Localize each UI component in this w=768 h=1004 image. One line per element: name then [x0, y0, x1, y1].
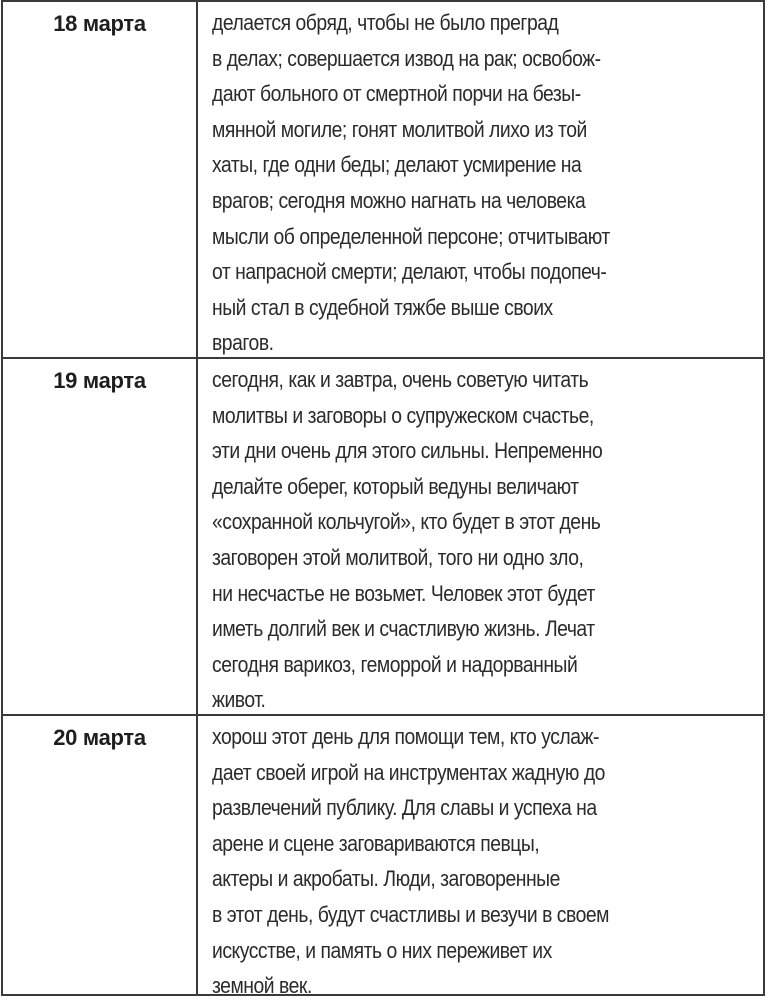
text-line: молитвы и заговоры о супружеском счастье,: [212, 402, 594, 428]
text-line: развлечений публику. Для славы и успеха на: [212, 795, 597, 821]
text-line: мянной могиле; гонят молитвой лихо из той: [212, 116, 587, 142]
text-line: в этот день, будут счастливы и везучи в своем: [212, 901, 609, 927]
text-line: дают больного от смертной порчи на безы-: [212, 81, 581, 107]
text-line: заговорен этой молитвой, того ни одно зло,: [212, 544, 584, 570]
text-line: дает своей игрой на инструментах жадную до: [212, 759, 605, 785]
text-line: хорош этот день для помощи тем, кто услаж-: [212, 724, 599, 749]
table-row: [3, 714, 763, 999]
text-line: делайте оберег, который ведуны величают: [212, 473, 579, 499]
text-line: иметь долгий век и счастливую жизнь. Лечат: [212, 616, 595, 642]
text-line: арене и сцене заговариваются певцы,: [212, 830, 540, 856]
text-line: врагов.: [212, 330, 274, 356]
text-line: ный стал в судебной тяжбе выше своих: [212, 294, 553, 320]
description-cell: [212, 716, 762, 1004]
date-cell: 20 марта: [3, 716, 198, 996]
text-line: искусстве, и память о них переживет их: [212, 937, 552, 963]
table-row: [3, 357, 763, 714]
text-line: сегодня варикоз, геморрой и надорванный: [212, 651, 578, 677]
text-line: актеры и акробаты. Люди, заговоренные: [212, 866, 560, 892]
table-row: [3, 2, 763, 357]
text-line: сегодня, как и завтра, очень советую читать: [212, 367, 589, 392]
date-cell: 18 марта: [3, 2, 198, 357]
text-line: хаты, где одни беды; делают усмирение на: [212, 152, 582, 178]
text-line: врагов; сегодня можно нагнать на человека: [212, 187, 586, 213]
calendar-table: [1, 0, 765, 999]
text-line: эти дни очень для этого сильны. Непременно: [212, 438, 603, 464]
description-cell: [212, 2, 762, 361]
text-line: «сохранной кольчугой», кто будет в этот день: [212, 509, 601, 535]
text-line: ни несчастье не возьмет. Человек этот будет: [212, 580, 595, 606]
text-line: в делах; совершается извод на рак; освобож-: [212, 45, 601, 71]
description-cell: [212, 359, 762, 718]
text-line: от напрасной смерти; делают, чтобы подопеч-: [212, 259, 607, 285]
text-line: делается обряд, чтобы не было преград: [212, 10, 559, 35]
text-line: мысли об определенной персоне; отчитывают: [212, 223, 610, 249]
text-line: земной век.: [212, 973, 312, 999]
text-line: живот.: [212, 687, 266, 713]
date-cell: 19 марта: [3, 359, 198, 714]
